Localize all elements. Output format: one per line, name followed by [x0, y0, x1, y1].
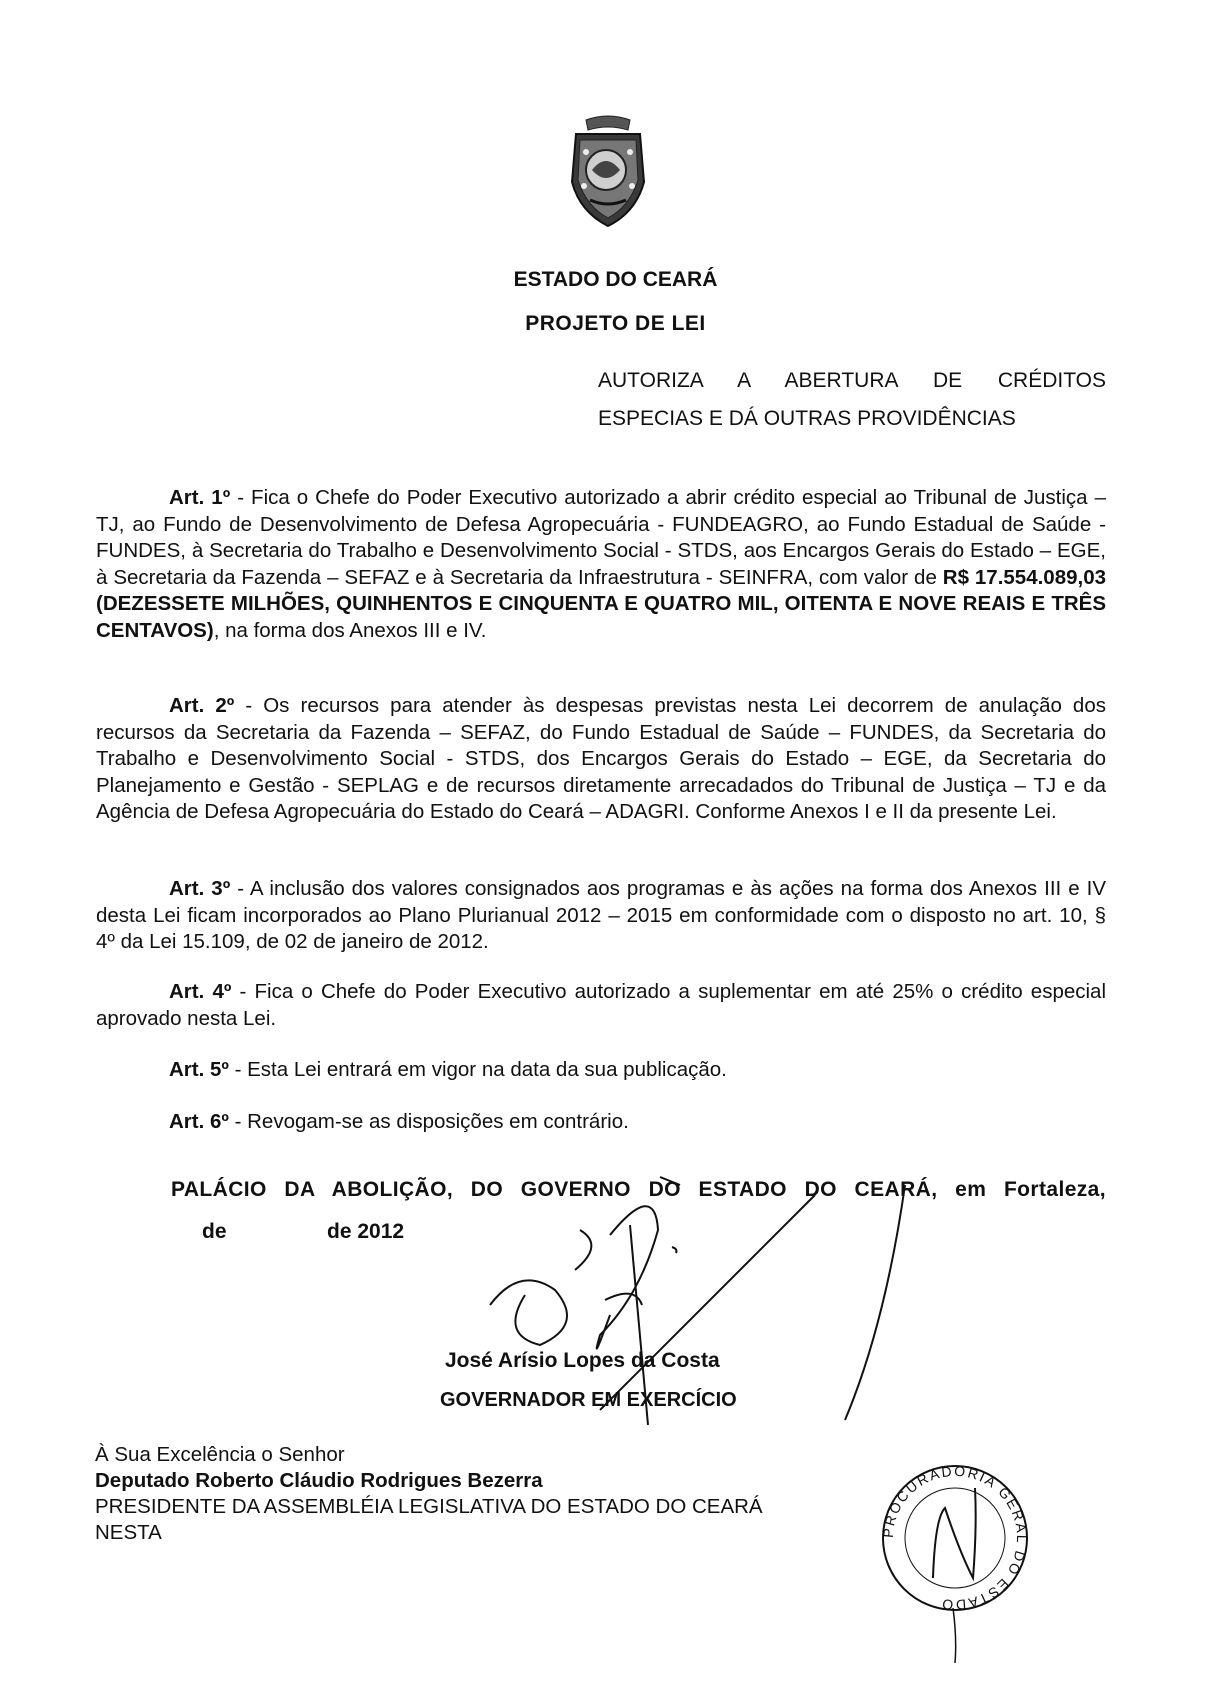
article-6-text: - Revogam-se as disposições em contrário. — [228, 1110, 629, 1133]
addressee-name: Deputado Roberto Cláudio Rodrigues Bezerra — [95, 1469, 543, 1492]
article-3-label: Art. 3º — [169, 877, 231, 900]
date-line — [202, 1220, 404, 1244]
addressee-location: NESTA — [95, 1521, 162, 1544]
article-1-amount: R$ 17.554.089,03 (DEZESSETE MILHÕES, QUINHENTOS E CINQUENTA E QUATRO MIL, OITENTA E NOVE REAIS E TRÊS CENTAVOS) — [96, 565, 1106, 642]
closing-line: PALÁCIO DA ABOLIÇÃO, DO GOVERNO DO ESTADO DO CEARÁ, em Fortaleza, — [171, 1178, 1106, 1201]
addressee-salutation: À Sua Excelência o Senhor — [95, 1443, 345, 1466]
date-de-1: de — [202, 1220, 227, 1243]
date-de-2: de 2012 — [327, 1220, 405, 1243]
article-4 — [96, 979, 1106, 1032]
signer-name: José Arísio Lopes da Costa — [445, 1349, 720, 1372]
article-4-label: Art. 4º — [169, 980, 232, 1003]
article-1-text-b: , na forma dos Anexos III e IV. — [213, 618, 487, 642]
article-1-label: Art. 1º — [169, 486, 231, 509]
procuradoria-stamp-icon — [875, 1458, 1035, 1668]
state-coat-of-arms-icon — [556, 112, 660, 230]
article-6 — [96, 1109, 1106, 1136]
article-1 — [96, 485, 1106, 644]
svg-text:PROCURADORIA GERAL DO ESTADO: PROCURADORIA GERAL DO ESTADO — [879, 1462, 1031, 1614]
article-4-text: - Fica o Chefe do Poder Executivo autorizado a suplementar em até 25% o crédito especial aprovado nesta Lei. — [96, 980, 1107, 1030]
article-2 — [96, 693, 1106, 826]
article-2-text: - Os recursos para atender às despesas previstas nesta Lei decorrem de anulação dos recursos da Secretaria da Fazenda – SEFAZ, do Fundo Estadual de Saúde – FUNDES, da Secretaria do Trabalho e Desenvolvimento Social - STDS, dos Encargos Gerais do Estado – EGE, da Secretaria do Planejamento e Gestão - SEPLAG e de recursos diretamente arrecadados do Tribunal de Justiça – TJ e da Agência de Defesa Agropecuária do Estado do Ceará – ADAGRI. Conforme Anexos I e II da presente Lei. — [96, 694, 1106, 823]
article-6-label: Art. 6º — [169, 1110, 229, 1133]
document-type: PROJETO DE LEI — [525, 312, 706, 335]
article-1-text-a: - Fica o Chefe do Poder Executivo autorizado a abrir crédito especial ao Tribunal de Justiça – TJ, ao Fundo de Desenvolvimento de Defesa Agropecuária - FUNDEAGRO, ao Fundo Estadual de Saúde - FUNDES, à Secretaria do Trabalho e Desenvolvimento Social - STDS, aos Encargos Gerais do Estado – EGE, à Secretaria da Fazenda – SEFAZ e à Secretaria da Infraestrutura - SEINFRA, com valor de — [96, 486, 1106, 589]
ementa-line-2: ESPECIAS E DÁ OUTRAS PROVIDÊNCIAS — [598, 407, 1016, 430]
article-5-text: - Esta Lei entrará em vigor na data da sua publicação. — [228, 1058, 727, 1081]
article-3-text: - A inclusão dos valores consignados aos programas e às ações na forma dos Anexos III e IV desta Lei ficam incorporados ao Plano Plurianual 2012 – 2015 em conformidade com o disposto no art. 10, § 4º da Lei 15.109, de 02 de janeiro de 2012. — [96, 877, 1107, 953]
article-5-label: Art. 5º — [169, 1058, 229, 1081]
article-2-label: Art. 2º — [169, 694, 235, 717]
state-name: ESTADO DO CEARÁ — [513, 268, 718, 291]
signer-role: GOVERNADOR EM EXERCÍCIO — [440, 1389, 737, 1411]
handwritten-signature-icon — [480, 1175, 910, 1425]
addressee-title: PRESIDENTE DA ASSEMBLÉIA LEGISLATIVA DO ESTADO DO CEARÁ — [95, 1495, 763, 1518]
article-3 — [96, 876, 1106, 956]
article-5 — [96, 1057, 1106, 1084]
ementa-line-1: AUTORIZA A ABERTURA DE CRÉDITOS — [598, 369, 1106, 392]
